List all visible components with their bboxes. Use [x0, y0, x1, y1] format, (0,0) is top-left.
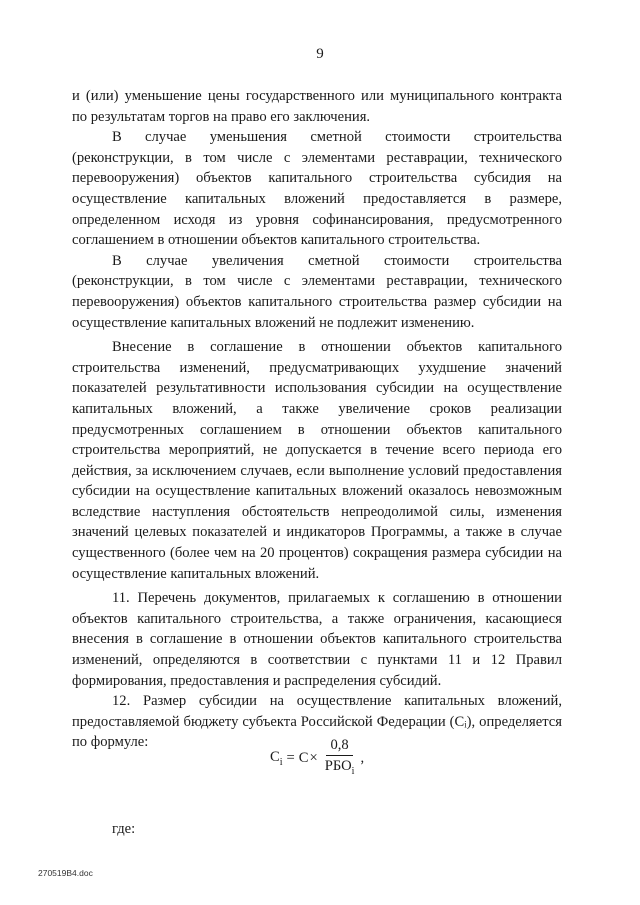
- where-label: где:: [112, 821, 136, 837]
- formula-fraction: [321, 736, 359, 781]
- paragraph-item-12: 12. Размер субсидии на осуществление капитальных вложений, предоставляемой бюджету субъекта Российской Федерации (Cᵢ), определяется по формуле:: [72, 693, 562, 751]
- formula-trailing-comma: ,: [360, 749, 365, 766]
- formula-lhs: $C_i$: [270, 748, 283, 768]
- subsidy-formula: [270, 736, 364, 780]
- paragraph-agreement-changes: Внесение в соглашение в отношении объектов капитального строительства изменений, предусматривающих ухудшение значений показателей результативности использования субсидии на осуществление капитальных вложений, а также увеличение сроков реализации предусмотренных соглашением в отношении объектов капитального строительства мероприятий, не допускается в течение всего периода его действия, за исключением случаев, если выполнение условий предоставления субсидии на осуществление капитальных вложений оказалось невозможным вследствие наступления обстоятельств непреодолимой силы, изменения значений целевых показателей и индикаторов Программы, а также в случае существенного (более чем на 20 процентов) сокращения размера субсидии на осуществление капитальных вложений.: [72, 339, 562, 582]
- footer-filename: 270519B4.doc: [38, 868, 93, 878]
- formula-times: ×: [309, 749, 318, 766]
- paragraph-cost-decrease: В случае уменьшения сметной стоимости строительства (реконструкции, в том числе с элементами реставрации, технического перевооружения) объектов капитального строительства субсидия на осуществление капитальных вложений предоставляется в размере, определенном исходя из уровня софинансирования, предусмотренного соглашением в отношении объектов капитального строительства.: [72, 129, 562, 249]
- paragraph-item-11: 11. Перечень документов, прилагаемых к соглашению в отношении объектов капитального строительства, а также ограничения, касающиеся внесения в соглашение в отношении объектов капитального строительства изменений, определяются в соответствии с пунктами 11 и 12 Правил формирования, предоставления и распределения субсидий.: [72, 590, 562, 689]
- formula-equals: =: [286, 749, 295, 766]
- paragraph-cost-increase: В случае увеличения сметной стоимости строительства (реконструкции, в том числе с элементами реставрации, технического перевооружения) объектов капитального строительства размер субсидии на осуществление капитальных вложений не подлежит изменению.: [72, 252, 562, 331]
- page-number: 9: [316, 46, 324, 62]
- paragraph-price-reduction: и (или) уменьшение цены государственного или муниципального контракта по результатам торгов на право его заключения.: [72, 88, 562, 125]
- formula-denominator: $РБО_i$: [324, 757, 355, 777]
- document-body: [72, 86, 562, 753]
- formula-numerator: 0,8: [326, 736, 352, 756]
- formula-c: C: [298, 749, 309, 766]
